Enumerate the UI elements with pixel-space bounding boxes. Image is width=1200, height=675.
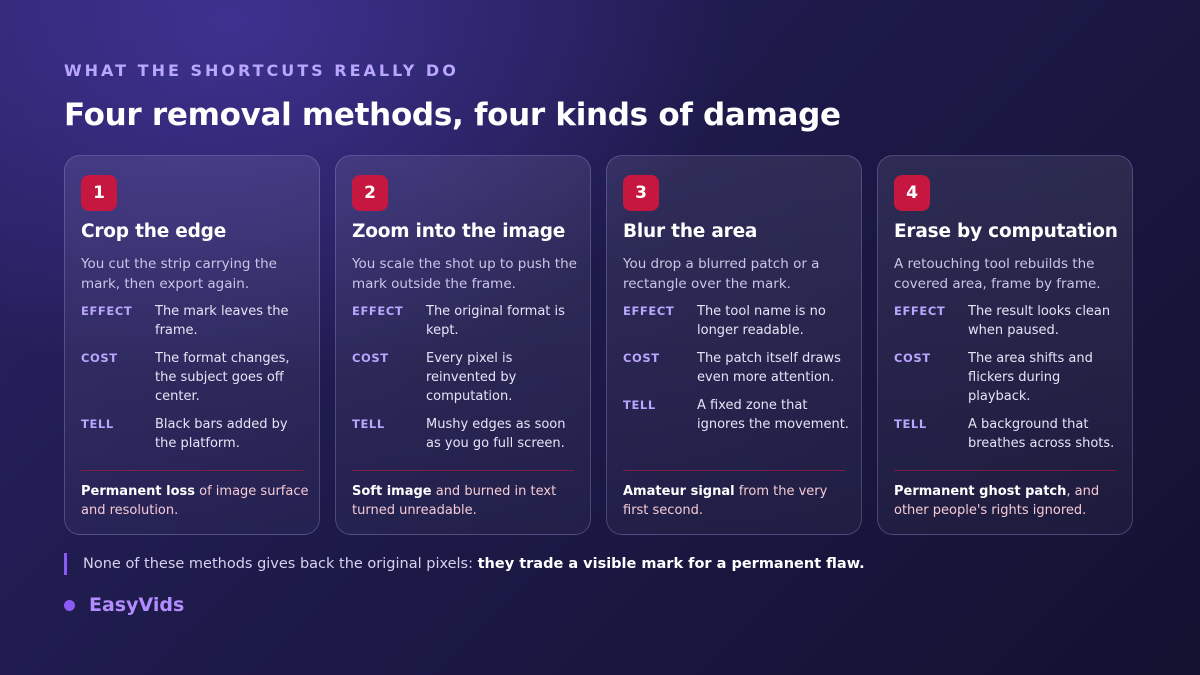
verdict-emphasis: Soft image: [352, 484, 432, 499]
card-verdict: [894, 482, 1126, 520]
card-number-badge: 2: [352, 175, 388, 211]
detail-value: The tool name is no longer readable.: [697, 304, 826, 338]
card-divider: [81, 470, 303, 471]
card-details: [894, 302, 1124, 462]
card-title: Blur the area: [623, 221, 758, 242]
detail-label: EFFECT: [352, 304, 404, 318]
card-number-badge: 4: [894, 175, 930, 211]
detail-row-effect: [81, 302, 311, 340]
card-number-badge: 1: [81, 175, 117, 211]
detail-label: TELL: [352, 417, 385, 431]
detail-value: The format changes, the subject goes off center.: [155, 351, 290, 404]
verdict-text: , and other people's rights ignored.: [894, 484, 1100, 518]
card-divider: [894, 470, 1116, 471]
verdict-text: of image surface and resolution.: [81, 484, 309, 518]
detail-label: EFFECT: [623, 304, 675, 318]
verdict-text: from the very first second.: [623, 484, 828, 518]
method-card-erase: [877, 155, 1133, 535]
detail-label: TELL: [81, 417, 114, 431]
method-cards: [64, 155, 1133, 535]
card-number-badge: 3: [623, 175, 659, 211]
detail-value: Every pixel is reinvented by computation.: [426, 351, 517, 404]
verdict-text: and burned in text turned unreadable.: [352, 484, 557, 518]
footnote-emphasis: they trade a visible mark for a permanent flaw.: [477, 556, 865, 572]
detail-label: EFFECT: [81, 304, 133, 318]
brand-dot-icon: [64, 600, 75, 611]
detail-row-cost: [894, 349, 1124, 406]
brand-name: EasyVids: [89, 594, 185, 616]
detail-value: Mushy edges as soon as you go full screen.: [426, 417, 566, 451]
detail-row-effect: [352, 302, 582, 340]
detail-row-tell: [894, 415, 1124, 453]
detail-row-effect: [623, 302, 853, 340]
card-description: You drop a blurred patch or a rectangle over the mark.: [623, 256, 820, 292]
detail-value: The patch itself draws even more attention.: [697, 351, 841, 385]
method-card-crop: [64, 155, 320, 535]
card-divider: [623, 470, 845, 471]
card-details: [352, 302, 582, 462]
detail-label: TELL: [894, 417, 927, 431]
detail-value: The area shifts and flickers during playback.: [968, 351, 1093, 404]
footnote-quote: [64, 553, 865, 575]
method-card-zoom: [335, 155, 591, 535]
card-verdict: [81, 482, 313, 520]
footnote-text: None of these methods gives back the original pixels:: [83, 556, 478, 572]
detail-row-effect: [894, 302, 1124, 340]
card-verdict: [623, 482, 855, 520]
detail-label: COST: [81, 351, 118, 365]
card-divider: [352, 470, 574, 471]
detail-row-cost: [623, 349, 853, 387]
detail-value: The original format is kept.: [426, 304, 565, 338]
card-description: You cut the strip carrying the mark, then export again.: [81, 256, 277, 292]
detail-value: The mark leaves the frame.: [155, 304, 289, 338]
eyebrow-label: WHAT THE SHORTCUTS REALLY DO: [64, 61, 459, 80]
detail-value: A fixed zone that ignores the movement.: [697, 398, 849, 432]
detail-label: COST: [352, 351, 389, 365]
detail-label: COST: [623, 351, 660, 365]
detail-value: The result looks clean when paused.: [968, 304, 1111, 338]
detail-row-tell: [81, 415, 311, 453]
card-description: You scale the shot up to push the mark outside the frame.: [352, 256, 577, 292]
card-description: A retouching tool rebuilds the covered area, frame by frame.: [894, 256, 1101, 292]
card-verdict: [352, 482, 584, 520]
card-title: Zoom into the image: [352, 221, 566, 242]
brand-mark: [64, 594, 184, 616]
detail-row-cost: [352, 349, 582, 406]
detail-row-tell: [623, 396, 853, 434]
detail-label: COST: [894, 351, 931, 365]
verdict-emphasis: Permanent loss: [81, 484, 196, 499]
card-title: Erase by computation: [894, 221, 1118, 242]
verdict-emphasis: Amateur signal: [623, 484, 735, 499]
detail-row-tell: [352, 415, 582, 453]
method-card-blur: [606, 155, 862, 535]
card-details: [81, 302, 311, 462]
detail-label: EFFECT: [894, 304, 946, 318]
page-title: Four removal methods, four kinds of damage: [64, 97, 841, 133]
detail-label: TELL: [623, 398, 656, 412]
card-details: [623, 302, 853, 443]
card-title: Crop the edge: [81, 221, 227, 242]
detail-value: Black bars added by the platform.: [155, 417, 288, 451]
detail-row-cost: [81, 349, 311, 406]
verdict-emphasis: Permanent ghost patch: [894, 484, 1067, 499]
detail-value: A background that breathes across shots.: [968, 417, 1115, 451]
